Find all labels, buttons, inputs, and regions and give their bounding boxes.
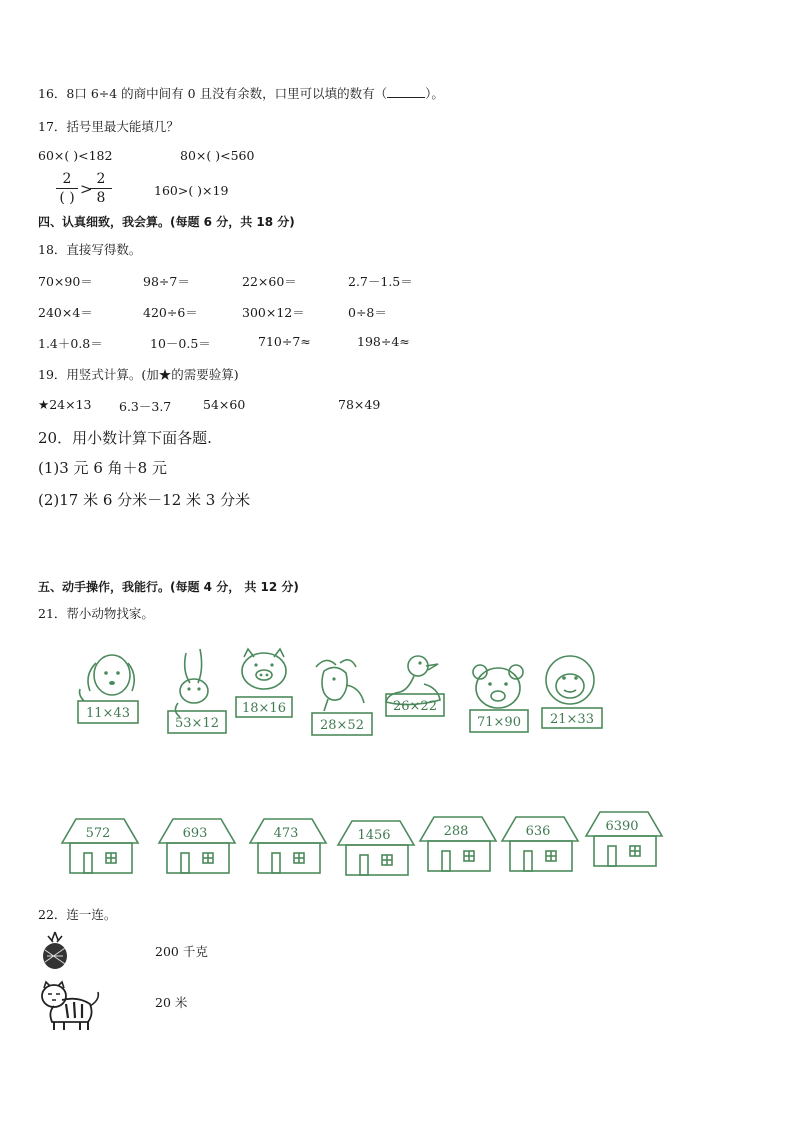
question-16 [38,84,444,102]
q20-part-1: (1)3 元 6 角＋8 元 [38,459,167,477]
q17-item-b: 80×( )<560 [180,148,255,163]
dog-icon [72,645,142,730]
frac-left-denominator: ( ) [59,190,75,206]
house-number: 572 [85,826,111,841]
q18-r1c3: 22×60＝ [242,274,297,289]
q20-part-2: (2)17 米 6 分米－12 米 3 分米 [38,491,251,509]
bear-icon [468,660,532,740]
tiger-icon [38,978,102,1032]
q16-text: 16．8口 6÷4 的商中间有 0 且没有余数，口里可以填的数有（ [38,86,388,101]
house-number: 288 [443,824,469,839]
q17-item-c: 160>( )×19 [154,183,229,198]
q18-title: 18．直接写得数。 [38,242,142,257]
monkey-icon [538,652,608,732]
q19-item-4: 78×49 [338,397,381,412]
house-icon[interactable] [155,815,239,877]
section-4-heading: 四、认真细致，我会算。(每题 6 分，共 18 分) [38,215,295,229]
q17-item-a: 60×( )<182 [38,148,113,163]
q18-r2c4: 0÷8＝ [348,305,387,320]
house-icon[interactable] [334,817,418,879]
house-number: 473 [273,826,299,841]
fraction-left [56,172,78,205]
q18-r2c3: 300×12＝ [242,305,305,320]
duck-icon [380,650,450,730]
q22-label-1[interactable]: 200 千克 [155,944,208,959]
q17-title: 17．括号里最大能填几？ [38,119,179,134]
q21-title: 21．帮小动物找家。 [38,606,154,621]
answer-blank[interactable] [387,87,425,98]
house-icon[interactable] [582,808,666,870]
q22-label-2[interactable]: 20 米 [155,995,188,1010]
q19-item-2: 6.3－3.7 [119,399,172,414]
animal-label: 28×52 [320,718,364,733]
animal-label: 26×22 [393,699,437,714]
house-icon[interactable] [246,815,330,877]
q19-item-1: ★24×13 [38,397,92,412]
q18-r2c1: 240×4＝ [38,305,93,320]
q20-title: 20．用小数计算下面各题. [38,429,212,447]
q18-r3c1: 1.4＋0.8＝ [38,336,103,351]
animal-label: 21×33 [550,712,594,727]
q18-r3c3: 710÷7≈ [258,334,311,349]
house-number: 1456 [357,828,391,843]
q16-text-end: ）。 [425,86,444,101]
house-icon[interactable] [58,815,142,877]
q18-r1c1: 70×90＝ [38,274,93,289]
q19-item-3: 54×60 [203,397,246,412]
q18-r2c2: 420÷6＝ [143,305,198,320]
house-number: 636 [525,824,551,839]
q18-r1c2: 98÷7＝ [143,274,190,289]
section-5-heading: 五、动手操作，我能行。(每题 4 分， 共 12 分) [38,580,299,594]
q22-title: 22．连一连。 [38,907,117,922]
house-icon[interactable] [498,813,582,875]
animal-label: 11×43 [86,706,130,721]
frac-left-numerator: 2 [62,171,72,187]
q18-r3c4: 198÷4≈ [357,334,410,349]
house-number: 693 [182,826,208,841]
rabbit-icon [164,645,230,735]
frac-right-numerator: 2 [96,171,106,187]
frac-right-denominator: 8 [96,190,106,206]
pig-icon [232,645,298,725]
animal-label: 18×16 [242,701,286,716]
goat-icon [306,655,376,740]
house-icon[interactable] [416,813,500,875]
animal-label: 71×90 [477,715,521,730]
q19-title: 19．用竖式计算。(加★的需要验算) [38,367,239,382]
q18-r1c4: 2.7－1.5＝ [348,274,413,289]
house-number: 6390 [605,819,639,834]
q18-r3c2: 10－0.5＝ [150,336,211,351]
fraction-right [90,172,112,205]
pineapple-icon [38,930,72,970]
greater-than-sign: > [80,180,93,198]
animal-label: 53×12 [175,716,219,731]
